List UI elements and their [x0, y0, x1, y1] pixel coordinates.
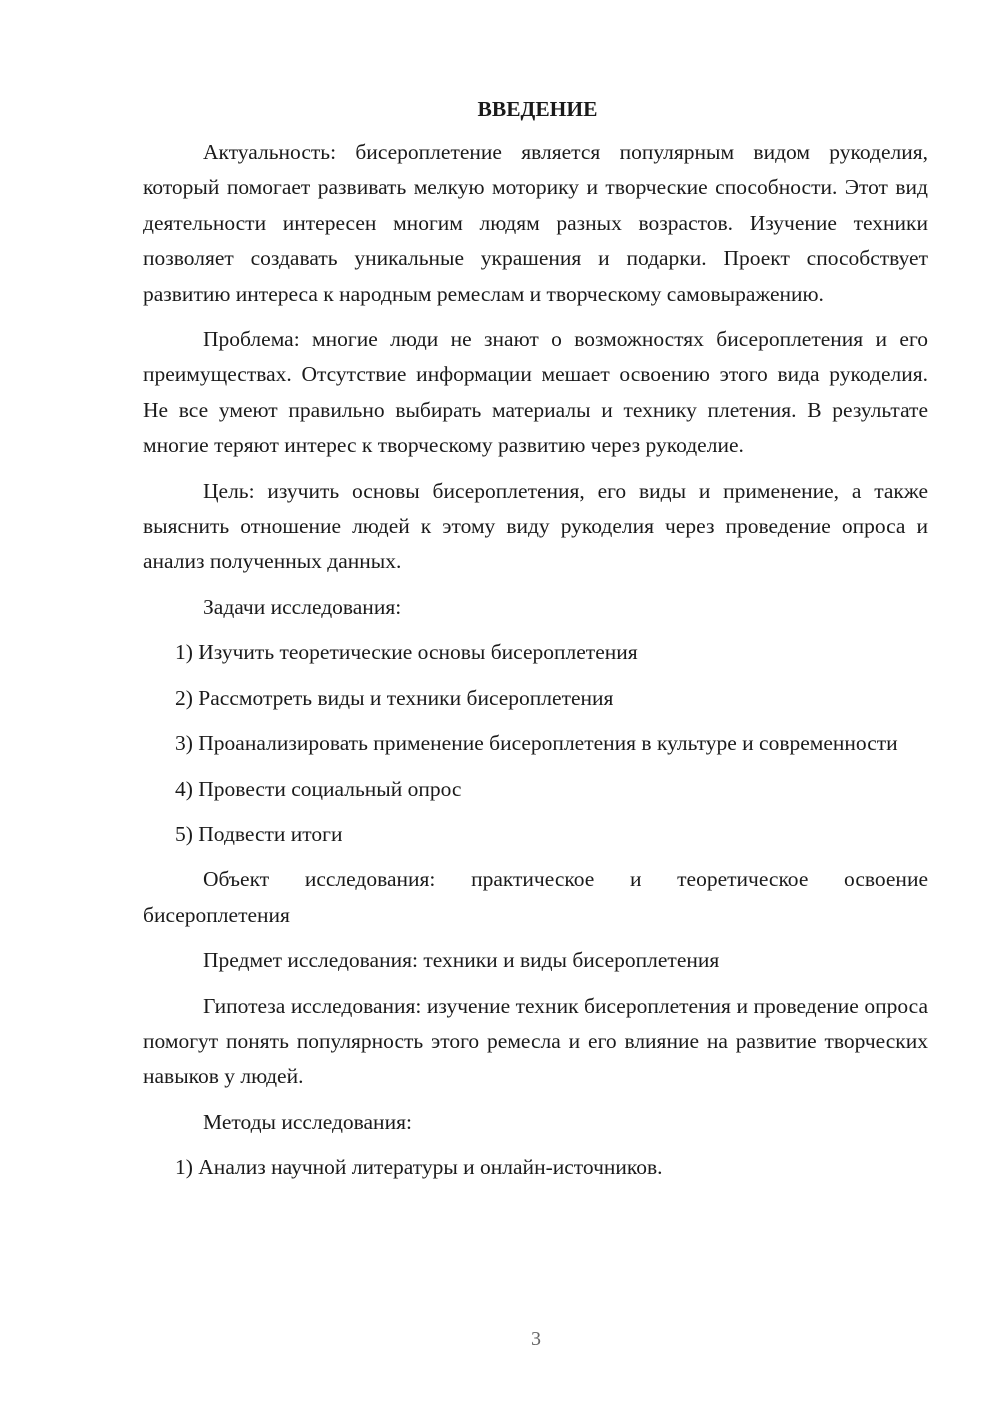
paragraph-object: Объект исследования: практическое и теоретическое освоение бисероплетения: [143, 867, 928, 927]
task-item-3: 3) Проанализировать применение бисероплетения в культуре и современности: [175, 731, 898, 756]
paragraph-subject: Предмет исследования: техники и виды бисероплетения: [203, 948, 720, 973]
paragraph-goal: Цель: изучить основы бисероплетения, его виды и применение, а также выяснить отношение людей к этому виду рукоделия через проведение опроса и анализ полученных данных.: [143, 478, 928, 574]
tasks-heading: Задачи исследования:: [203, 594, 402, 619]
task-item-1: 1) Изучить теоретические основы бисероплетения: [175, 640, 638, 665]
page-number: 3: [531, 1328, 541, 1350]
document-page: [143, 92, 928, 1196]
task-item-4: 4) Провести социальный опрос: [175, 776, 462, 801]
paragraph-problem: Проблема: многие люди не знают о возможностях бисероплетения и его преимуществах. Отсутствие информации мешает освоению этого вида рукоделия. Не все умеют правильно выбирать материалы и технику плетения. В результате многие теряют интерес к творческому развитию через рукоделие.: [143, 327, 928, 458]
page-title: ВВЕДЕНИЕ: [477, 97, 598, 121]
method-item-1: 1) Анализ научной литературы и онлайн-источников.: [175, 1155, 663, 1180]
paragraph-relevance: Актуальность: бисероплетение является популярным видом рукоделия, который помогает развивать мелкую моторику и творческие способности. Этот вид деятельности интересен многим людям разных возрастов. Изучение техники позволяет создавать уникальные украшения и подарки. Проект способствует развитию интереса к народным ремеслам и творческому самовыражению.: [143, 140, 928, 306]
task-item-2: 2) Рассмотреть виды и техники бисероплетения: [175, 685, 614, 710]
methods-heading: Методы исследования:: [203, 1109, 412, 1134]
paragraph-hypothesis: Гипотеза исследования: изучение техник бисероплетения и проведение опроса помогут понять популярность этого ремесла и его влияние на развитие творческих навыков у людей.: [143, 993, 928, 1089]
task-item-5: 5) Подвести итоги: [175, 821, 343, 846]
